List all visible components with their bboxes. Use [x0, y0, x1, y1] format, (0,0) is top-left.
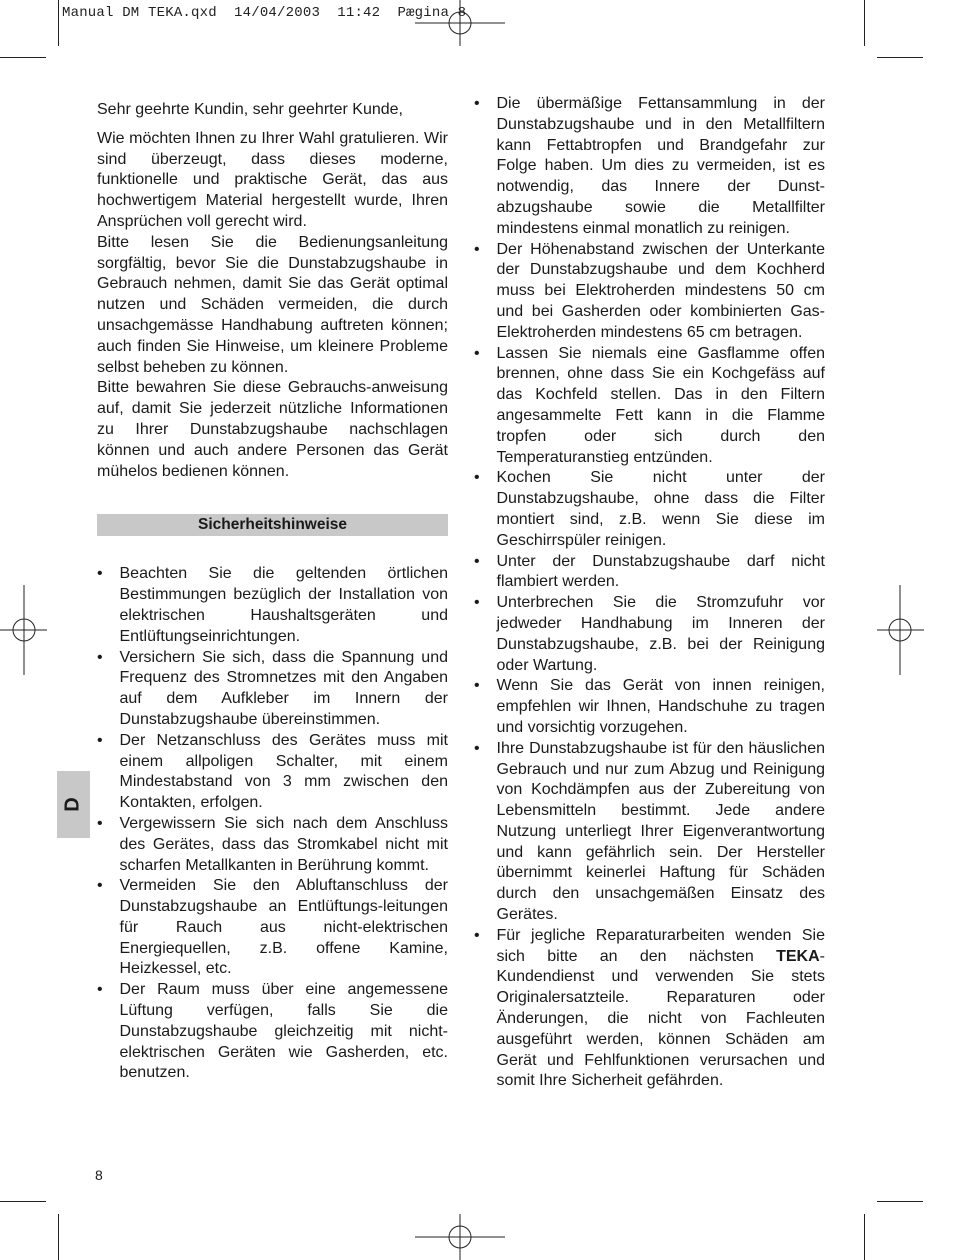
- greeting: Sehr geehrte Kundin, sehr geehrter Kunde,: [97, 101, 403, 118]
- list-item: • Wenn Sie das Gerät von innen reinigen, empfehlen wir Ihnen, Handschuhe zu tragen und vorsichtig vorzugehen.: [474, 676, 825, 738]
- list-item: • Lassen Sie niemals eine Gasflamme offen brennen, ohne dass Sie ein Kochgefäss auf das Kochfeld stellen. Das in den Filtern angesammelte Fett kann in die Flamme tropfen oder sich durch den Temperaturanstieg entzünden.: [474, 344, 825, 469]
- page-number: 8: [95, 1167, 103, 1183]
- list-item: • Der Höhenabstand zwischen der Unterkante der Dunstabzugshaube und dem Kochherd muss bei Elektroherden mindestens 50 cm und bei Gasherden oder kombinierten Gas-Elektroherden mindestens 65 cm betragen.: [474, 240, 825, 344]
- left-column: [97, 100, 448, 1084]
- list-item: • Ihre Dunstabzugshaube ist für den häuslichen Gebrauch und nur zum Abzug und Reinigung von Kochdämpfen aus der Zubereitung von Lebensmitteln bestimmt. Jede andere Nutzung unterliegt Ihrer Eigenverantwortung und kann gefährlich sein. Der Hersteller übernimmt keinerlei Haftung für Schäden durch den unsachgemäßen Einsatz des Gerätes.: [474, 739, 825, 926]
- list-item: • Unterbrechen Sie die Stromzufuhr vor jedweder Handhabung im Inneren der Dunstabzugshaube, z.B. bei der Reinigung oder Wartung.: [474, 593, 825, 676]
- list-item: • Unter der Dunstabzugshaube darf nicht flambiert werden.: [474, 552, 825, 594]
- section-heading: Sicherheitshinweise: [97, 514, 448, 536]
- list-item: • Der Raum muss über eine angemessene Lüftung verfügen, falls Sie die Dunstabzugshaube gleichzeitig mit nicht-elektrischen Geräten wie Gasherden, etc. benutzen.: [97, 980, 448, 1084]
- list-item: • Die übermäßige Fettansammlung in der Dunstabzugshaube und in den Metallfiltern kann Fettabtropfen und Brandgefahr zur Folge haben. Um dies zu vermeiden, ist es notwendig, das Innere der Dunst-abzugshaube sowie die Metallfilter mindestens einmal monatlich zu reinigen.: [474, 94, 825, 240]
- repairs-text-end: -Kundendienst und verwenden Sie stets Originalersatzteile. Reparaturen oder Änderungen, die nicht von Fachleuten ausgeführt werden, können Schäden am Gerät und Fehlfunktionen verursachen und somit Ihre Sicherheit gefährden.: [496, 947, 825, 1090]
- language-tab: [57, 771, 90, 838]
- repairs-text-start: Für jegliche Reparaturarbeiten wenden Sie sich bitte an den nächsten: [496, 926, 825, 965]
- brand-name: TEKA: [776, 947, 820, 965]
- list-item: • Versichern Sie sich, dass die Spannung und Frequenz des Stromnetzes mit den Angaben auf dem Aufkleber im Innern der Dunstabzugshaube übereinstimmen.: [97, 648, 448, 731]
- list-item: • Der Netzanschluss des Gerätes muss mit einem allpoligen Schalter, mit einem Mindestabstand von 3 mm zwischen den Kontakten, erfolgen.: [97, 731, 448, 814]
- list-item-repairs: [474, 926, 825, 1092]
- safety-list-left: [97, 564, 448, 1084]
- list-item: • Beachten Sie die geltenden örtlichen Bestimmungen bezüglich der Installation von elektrischen Haushaltsgeräten und Entlüftungseinrichtungen.: [97, 564, 448, 647]
- right-column: [474, 94, 825, 1092]
- list-item: • Vergewissern Sie sich nach dem Anschluss des Gerätes, dass das Stromkabel nicht mit scharfen Metallkanten in Berührung kommt.: [97, 814, 448, 876]
- intro-paragraph-2: Bitte lesen Sie die Bedienungsanleitung sorgfältig, bevor Sie die Dunstabzugshaube in Gebrauch nehmen, damit Sie das Gerät optimal nutzen und Schäden vermeiden, die durch unsachgemässe Handhabung auftreten können; auch finden Sie Hinweise, um kleinere Probleme selbst beheben zu können.: [97, 233, 448, 376]
- intro-paragraph-1: Wie möchten Ihnen zu Ihrer Wahl gratulieren. Wir sind überzeugt, dass dieses moderne, funktionelle und praktische Gerät, das aus hochwertigem Material hergestellt wurde, Ihren Ansprüchen voll gerecht wird.: [97, 129, 448, 230]
- intro-paragraph-3: Bitte bewahren Sie diese Gebrauchs-anweisung auf, damit Sie jederzeit nützliche Informationen zu Ihrer Dunstabzugshaube nachschlagen können und auch andere Personen das Gerät mühelos bedienen können.: [97, 379, 448, 480]
- print-slug: Manual DM TEKA.qxd 14/04/2003 11:42 Pægina 8: [62, 5, 467, 21]
- safety-list-right: [474, 94, 825, 1092]
- list-item: • Kochen Sie nicht unter der Dunstabzugshaube, ohne dass die Filter montiert sind, z.B. wenn Sie diese im Geschirrspüler reinigen.: [474, 468, 825, 551]
- language-tab-label: D: [61, 797, 84, 812]
- list-item: • Vermeiden Sie den Abluftanschluss der Dunstabzugshaube an Entlüftungs-leitungen für Rauch aus nicht-elektrischen Energiequellen, z.B. offene Kamine, Heizkessel, etc.: [97, 876, 448, 980]
